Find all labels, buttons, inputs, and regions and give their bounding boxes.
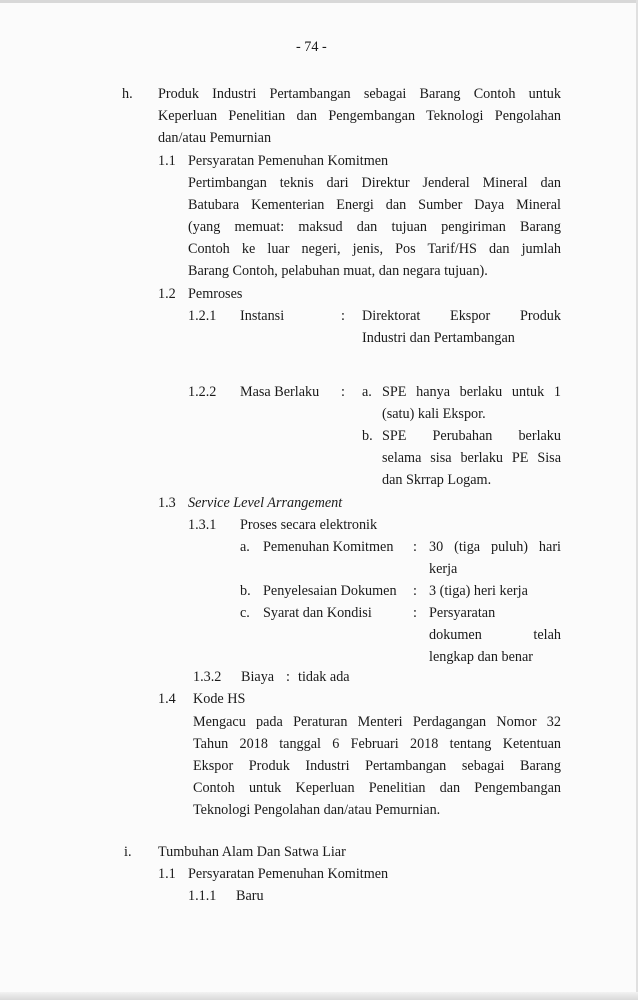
sla-item-marker: b.: [240, 583, 251, 599]
section-i-title: Tumbuhan Alam Dan Satwa Liar: [158, 844, 346, 860]
h-1-1-number: 1.1: [158, 153, 176, 169]
masa-berlaku-item-line: SPE Perubahan berlaku: [382, 428, 561, 444]
masa-berlaku-item-line: SPE hanya berlaku untuk 1: [382, 384, 561, 400]
masa-berlaku-item-line: (satu) kali Ekspor.: [382, 406, 486, 422]
h-1-1-text-line: (yang memuat: maksud dan tujuan pengiriman Barang: [188, 219, 561, 235]
masa-berlaku-item-line: selama sisa berlaku PE Sisa: [382, 450, 561, 466]
instansi-label: Instansi: [240, 308, 285, 324]
i-1-1-title: Persyaratan Pemenuhan Komitmen: [188, 866, 389, 882]
sla-item-value-line: Persyaratan: [429, 605, 496, 621]
biaya-colon: :: [286, 669, 290, 685]
biaya-value: tidak ada: [298, 669, 350, 685]
h-1-2-title: Pemroses: [188, 286, 243, 302]
h-1-4-number: 1.4: [158, 691, 176, 707]
h-1-1-text-line: Barang Contoh, pelabuhan muat, dan negara tujuan).: [188, 263, 488, 279]
h-1-4-text-line: Teknologi Pengolahan dan/atau Pemurnian.: [193, 802, 441, 818]
instansi-value-line: Industri dan Pertambangan: [362, 330, 515, 346]
section-h-title-line: dan/atau Pemurnian: [158, 130, 272, 146]
page-number: - 74 -: [296, 39, 327, 55]
masa-berlaku-number: 1.2.2: [188, 384, 217, 400]
sla-item-value-line: lengkap dan benar: [429, 649, 533, 665]
i-1-1-1-title: Baru: [236, 888, 264, 904]
instansi-value-line: Direktorat Ekspor Produk: [362, 308, 561, 324]
h-1-2-number: 1.2: [158, 286, 176, 302]
instansi-colon: :: [341, 308, 345, 324]
sla-item-colon: :: [413, 539, 417, 555]
h-1-4-text-line: Contoh untuk Keperluan Penelitian dan Pengembangan: [193, 780, 561, 796]
sla-item-label: Penyelesaian Dokumen: [263, 583, 397, 599]
sla-item-value-line: dokumen telah: [429, 627, 561, 643]
masa-berlaku-label: Masa Berlaku: [240, 384, 320, 400]
sla-item-colon: :: [413, 583, 417, 599]
h-1-1-text-line: Contoh ke luar negeri, jenis, Pos Tarif/HS dan jumlah: [188, 241, 561, 257]
h-1-4-text-line: Tahun 2018 tanggal 6 Februari 2018 tentang Ketentuan: [193, 736, 561, 752]
h-1-4-title: Kode HS: [193, 691, 246, 707]
section-h-marker: h.: [122, 86, 133, 102]
proses-title: Proses secara elektronik: [240, 517, 378, 533]
masa-berlaku-item-line: dan Skrrap Logam.: [382, 472, 492, 488]
section-i-marker: i.: [124, 844, 132, 860]
sla-item-value-line: kerja: [429, 561, 458, 577]
h-1-4-text-line: Mengacu pada Peraturan Menteri Perdagangan Nomor 32: [193, 714, 561, 730]
sla-item-value-line: 3 (tiga) heri kerja: [429, 583, 528, 599]
sla-item-colon: :: [413, 605, 417, 621]
masa-berlaku-item-marker: a.: [362, 384, 372, 400]
sla-item-label: Pemenuhan Komitmen: [263, 539, 394, 555]
i-1-1-1-number: 1.1.1: [188, 888, 217, 904]
scan-edge-top: [0, 0, 638, 3]
instansi-number: 1.2.1: [188, 308, 217, 324]
sla-item-marker: c.: [240, 605, 250, 621]
h-1-1-text-line: Pertimbangan teknis dari Direktur Jenderal Mineral dan: [188, 175, 561, 191]
sla-item-marker: a.: [240, 539, 250, 555]
masa-berlaku-colon: :: [341, 384, 345, 400]
h-1-1-title: Persyaratan Pemenuhan Komitmen: [188, 153, 389, 169]
i-1-1-number: 1.1: [158, 866, 176, 882]
masa-berlaku-item-marker: b.: [362, 428, 373, 444]
h-1-3-number: 1.3: [158, 495, 176, 511]
biaya-label: Biaya: [241, 669, 275, 685]
section-h-title-line: Produk Industri Pertambangan sebagai Barang Contoh untuk: [158, 86, 561, 102]
section-h-title-line: Keperluan Penelitian dan Pengembangan Teknologi Pengolahan: [158, 108, 561, 124]
h-1-3-title: Service Level Arrangement: [188, 495, 343, 511]
proses-number: 1.3.1: [188, 517, 217, 533]
h-1-1-text-line: Batubara Kementerian Energi dan Sumber Daya Mineral: [188, 197, 561, 213]
h-1-4-text-line: Ekspor Produk Industri Pertambangan sebagai Barang: [193, 758, 561, 774]
sla-item-label: Syarat dan Kondisi: [263, 605, 372, 621]
sla-item-value-line: 30 (tiga puluh) hari: [429, 539, 561, 555]
scan-edge-bottom: [0, 992, 638, 1000]
biaya-number: 1.3.2: [193, 669, 222, 685]
